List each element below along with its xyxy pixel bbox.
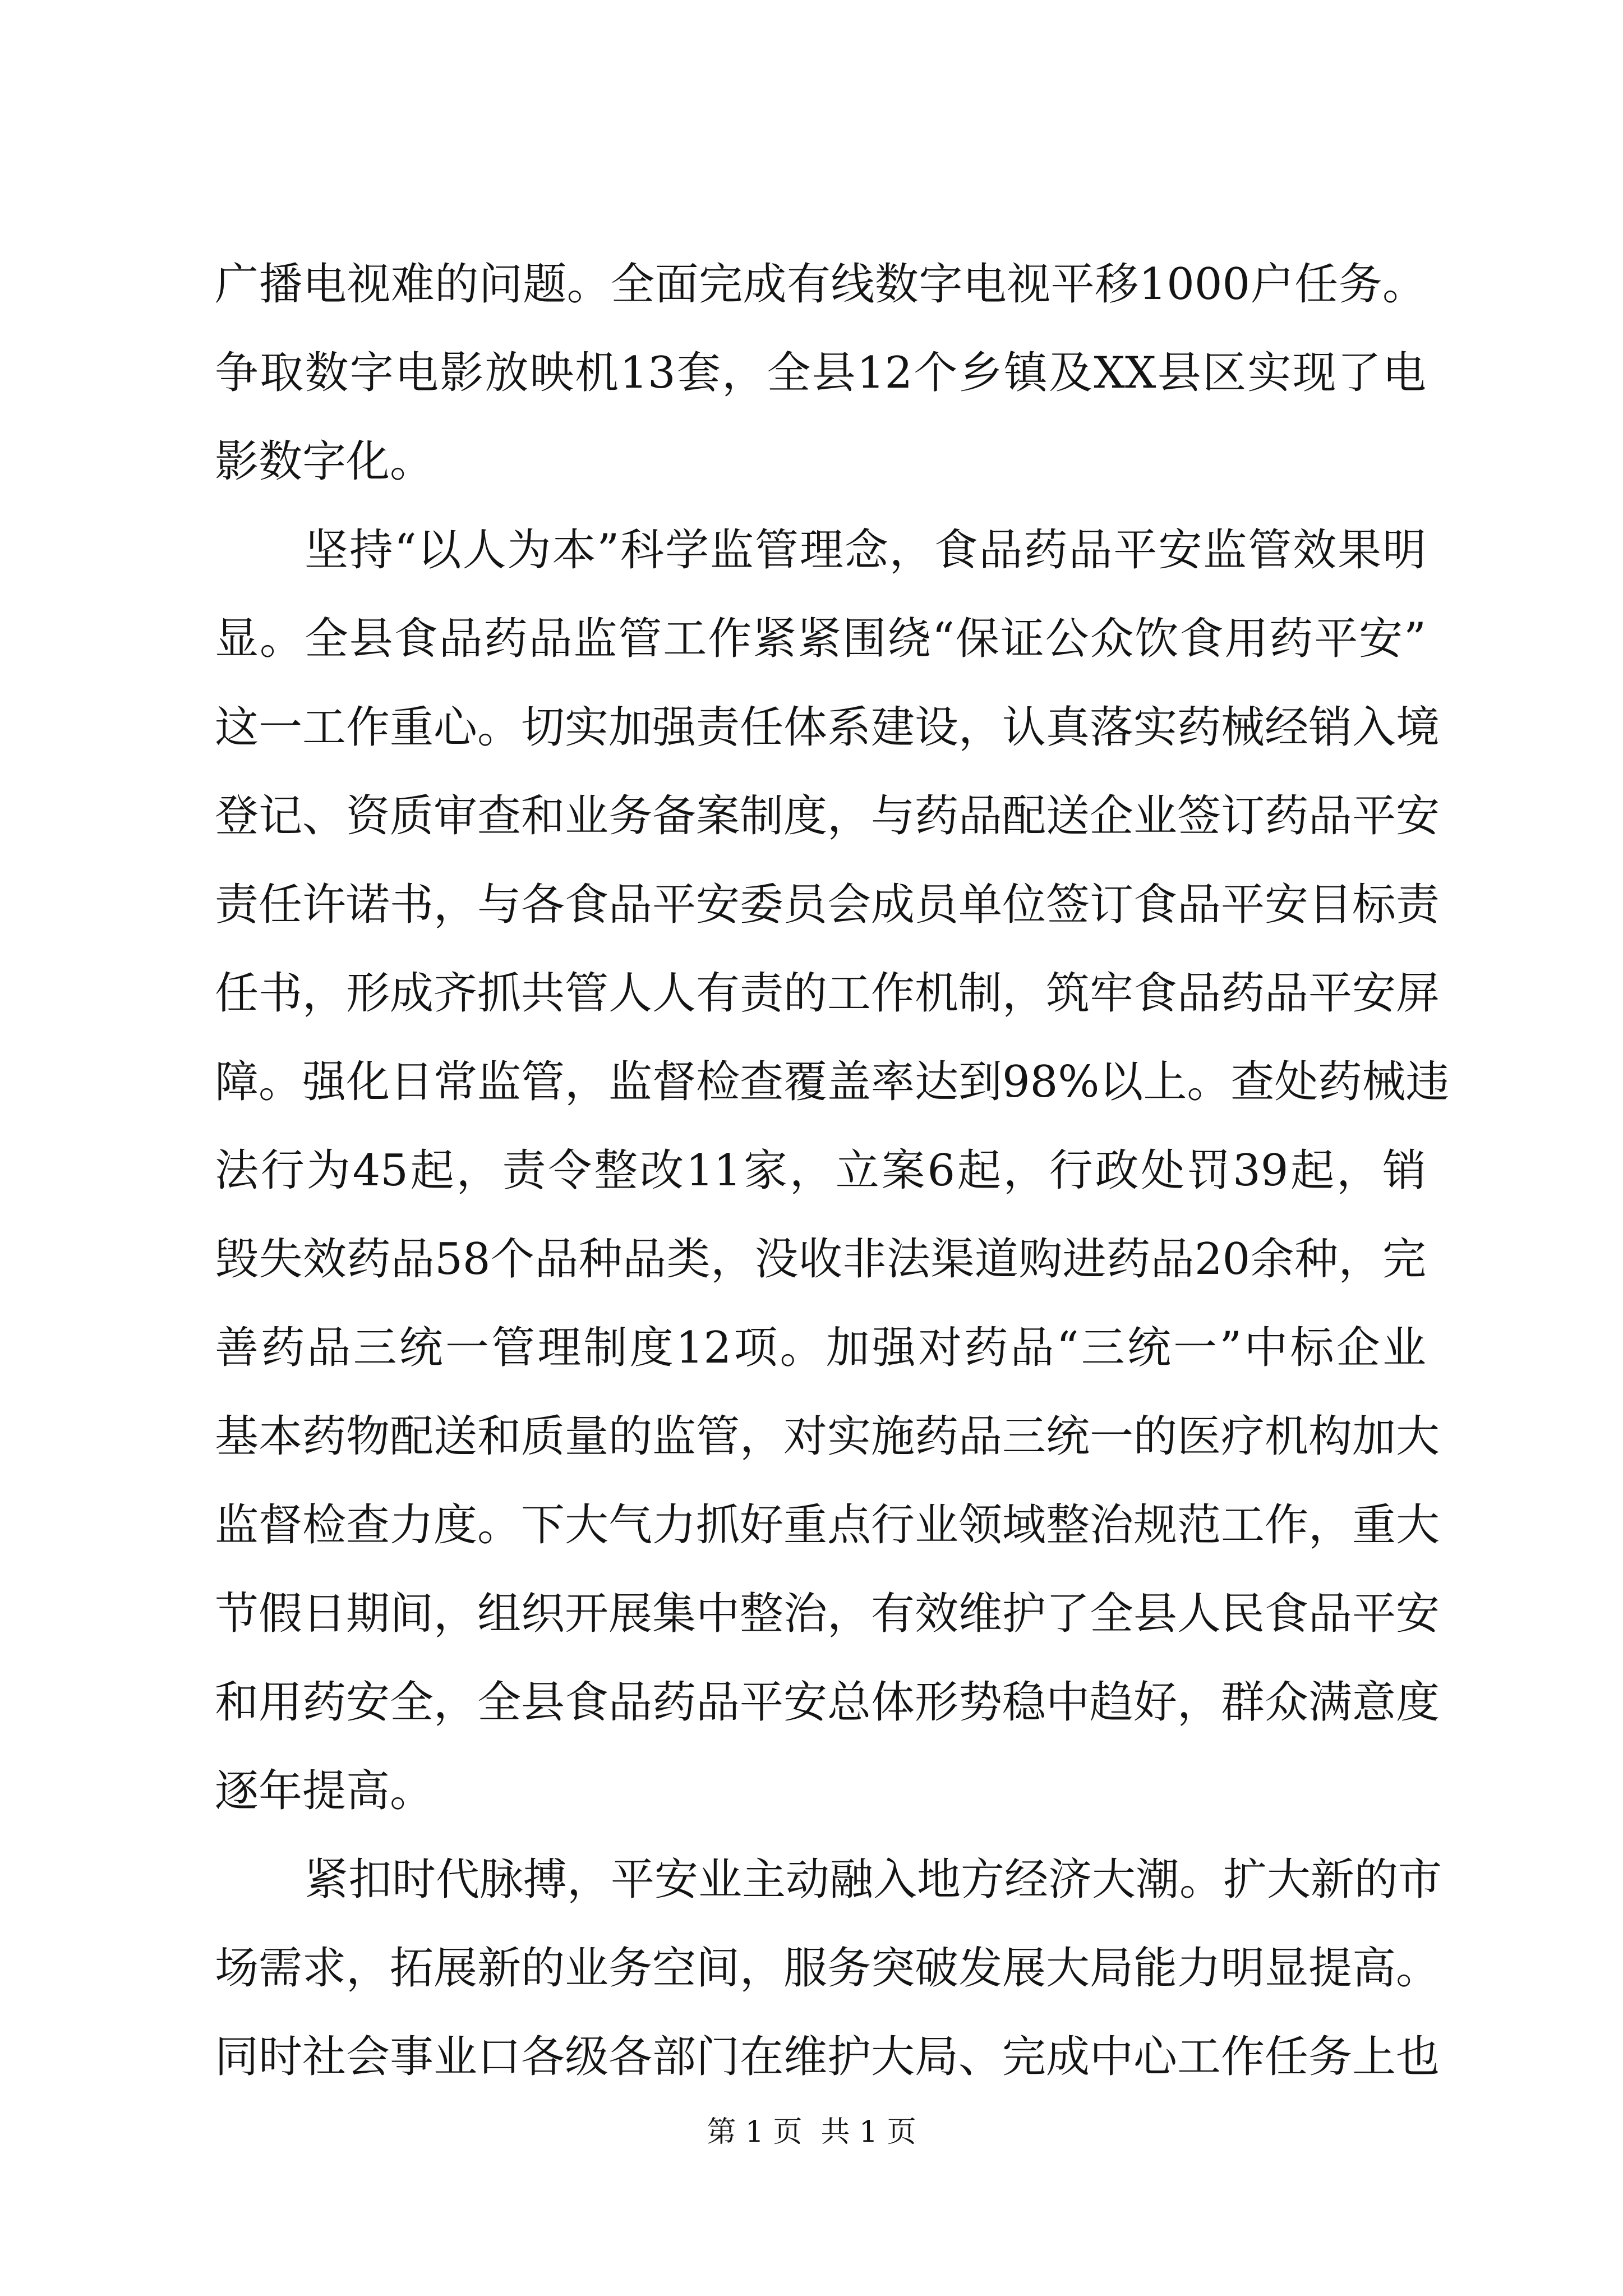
paragraph-2 (215, 517, 1450, 1846)
text-line: 监督检查力度。下大气力抓好重点行业领域整治规范工作，重大 (215, 1500, 1440, 1550)
text-line: 毁失效药品58个品种品类，没收非法渠道购进药品20余种，完 (215, 1234, 1426, 1285)
text-line: 和用药安全，全县食品药品平安总体形势稳中趋好，群众满意度 (215, 1677, 1440, 1728)
text-line: 同时社会事业口各级各部门在维护大局、完成中心工作任务上也 (215, 2032, 1440, 2082)
paragraph-1 (215, 251, 1426, 517)
text-line: 责任许诺书，与各食品平安委员会成员单位签订食品平安目标责 (215, 880, 1440, 930)
text-line: 逐年提高。 (215, 1766, 434, 1816)
paragraph-3 (215, 1846, 1442, 2112)
text-line: 基本药物配送和质量的监管，对实施药品三统一的医疗机构加大 (215, 1411, 1440, 1462)
text-line: 这一工作重心。切实加强责任体系建设，认真落实药械经销入境 (215, 702, 1440, 753)
text-line: 任书，形成齐抓共管人人有责的工作机制，筑牢食品药品平安屏 (215, 968, 1440, 1019)
text-line: 影数字化。 (215, 436, 434, 487)
text-line: 登记、资质审查和业务备案制度，与药品配送企业签订药品平安 (215, 791, 1440, 841)
text-line: 广播电视难的问题。全面完成有线数字电视平移1000户任务。 (215, 259, 1426, 310)
body-text (215, 251, 1450, 2112)
text-line: 法行为45起，责令整改11家，立案6起，行政处罚39起，销 (215, 1145, 1426, 1196)
text-line: 争取数字电影放映机13套，全县12个乡镇及XX县区实现了电 (215, 348, 1426, 398)
page-footer: 第 1 页 共 1 页 (707, 2115, 916, 2149)
text-line: 坚持“以人为本”科学监管理念，食品药品平安监管效果明 (305, 525, 1426, 576)
text-line: 障。强化日常监管，监督检查覆盖率达到98%以上。查处药械违 (215, 1057, 1450, 1107)
text-line: 显。全县食品药品监管工作紧紧围绕“保证公众饮食用药平安” (215, 614, 1426, 664)
text-line: 善药品三统一管理制度12项。加强对药品“三统一”中标企业 (215, 1323, 1426, 1373)
text-line: 节假日期间，组织开展集中整治，有效维护了全县人民食品平安 (215, 1589, 1440, 1639)
text-line: 紧扣时代脉搏，平安业主动融入地方经济大潮。扩大新的市 (305, 1855, 1442, 1905)
text-line: 场需求，拓展新的业务空间，服务突破发展大局能力明显提高。 (215, 1943, 1440, 1994)
